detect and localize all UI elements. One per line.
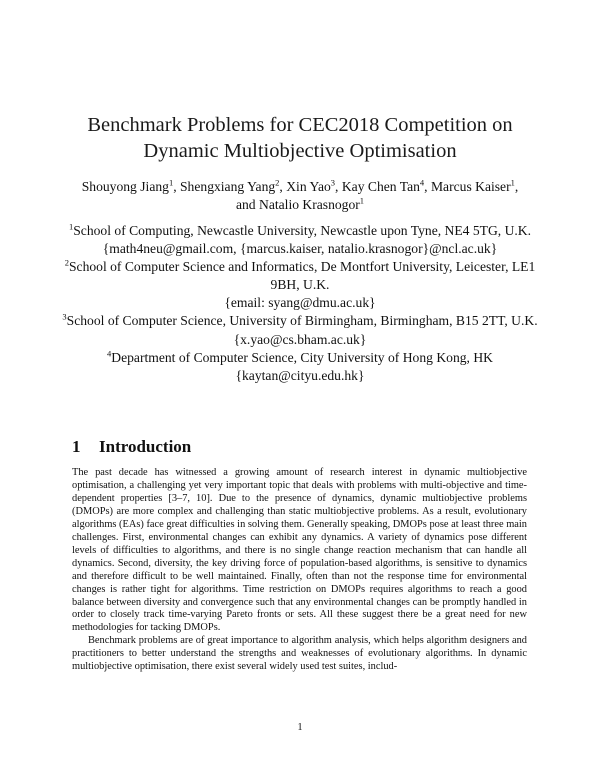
affiliation bbox=[60, 349, 540, 367]
page-number: 1 bbox=[297, 722, 303, 733]
author-name: Natalio Krasnogor bbox=[259, 197, 360, 212]
author-name: Xin Yao bbox=[286, 179, 331, 194]
affiliation-text: School of Computer Science and Informatics, De Montfort University, Leicester, LE1 9BH, U.K. bbox=[68, 259, 536, 293]
paragraph: Benchmark problems are of great importance to algorithm analysis, which helps algorithm designers and practitioners to better understand the strengths and weaknesses of evolutionary algorithms. In dynamic multiobjective optimisation, there exist several widely used test suites, includ- bbox=[72, 635, 527, 673]
affiliation-email: {kaytan@cityu.edu.hk} bbox=[235, 367, 365, 383]
affiliation bbox=[60, 222, 540, 240]
affiliation bbox=[60, 312, 540, 330]
affiliation-mark: 2 bbox=[64, 257, 69, 268]
authors-line-2 bbox=[40, 196, 560, 214]
section-number: 1 bbox=[72, 437, 81, 456]
affiliation-mark: 1 bbox=[68, 221, 74, 232]
affiliation-text: School of Computer Science, University of Birmingham, Birmingham, B15 2TT, U.K. bbox=[66, 313, 538, 329]
paper-title bbox=[60, 112, 540, 164]
affiliation-text: School of Computing, Newcastle University, Newcastle upon Tyne, NE4 5TG, U.K. bbox=[73, 223, 531, 238]
author-name: Kay Chen Tan bbox=[341, 179, 420, 194]
title-line-2: Dynamic Multiobjective Optimisation bbox=[143, 140, 457, 162]
author-affil-mark: 2 bbox=[275, 177, 280, 188]
author-list bbox=[40, 178, 560, 214]
affiliation-list bbox=[60, 222, 540, 385]
author-affil-mark: 4 bbox=[419, 177, 425, 188]
affiliation-mark: 4 bbox=[107, 348, 112, 359]
author-affil-mark: 3 bbox=[330, 177, 336, 188]
author-affil-mark: 1 bbox=[359, 195, 365, 206]
author-conjunction: and bbox=[235, 197, 256, 212]
title-line-1: Benchmark Problems for CEC2018 Competition on bbox=[87, 114, 513, 136]
section-heading bbox=[72, 436, 191, 458]
author-name: Shouyong Jiang bbox=[81, 179, 169, 194]
author-affil-mark: 1 bbox=[510, 177, 515, 188]
affiliation-email: {email: syang@dmu.ac.uk} bbox=[224, 295, 376, 311]
paragraph: The past decade has witnessed a growing amount of research interest in dynamic multiobjective optimisation, a challenging yet very important topic that deals with problems with multi-objective and time-dependent properties [3–7, 10]. Due to the presence of dynamics, dynamic multiobjective problems (DMOPs) are more complex and challenging than static multiobjective problems. As a result, evolutionary algorithms (EAs) face great difficulties in solving them. Generally speaking, DMOPs pose at least three main challenges. First, environmental changes can exhibit any dynamics. A variety of dynamics pose different levels of difficulties to algorithms, and there is no single change reaction mechanism that can handle all dynamics. Second, diversity, the key driving force of population-based algorithms, is sensitive to dynamics and therefore difficult to be well maintained. Finally, often than not the response time for environmental changes is rather tight for algorithms. Time restriction on DMOPs requires algorithms to reach a good balance between diversity and convergence such that any environmental changes can be promptly handled in order to closely track time-varying Pareto fronts or sets. All these suggest there be a great need for new methodologies for tacking DMOPs. bbox=[72, 467, 527, 634]
section-title: Introduction bbox=[99, 437, 192, 456]
affiliation-email: {x.yao@cs.bham.ac.uk} bbox=[233, 331, 367, 347]
body-text bbox=[72, 467, 527, 674]
author-affil-mark: 1 bbox=[168, 177, 174, 188]
author-name: Marcus Kaiser bbox=[430, 179, 511, 194]
authors-line-1: Shouyong Jiang$^1$, Shengxiang Yang$^2$, Xin Yao$^3$, Kay Chen Tan$^4$, Marcus Kaiser$^1$, bbox=[81, 177, 519, 194]
author-name: Shengxiang Yang bbox=[180, 179, 276, 194]
affiliation bbox=[60, 258, 540, 294]
affiliation-text: Department of Computer Science, City University of Hong Kong, HK bbox=[111, 349, 493, 365]
affiliation-mark: 3 bbox=[62, 311, 67, 322]
affiliation-email: {math4neu@gmail.com, {marcus.kaiser, natalio.krasnogor}@ncl.ac.uk} bbox=[102, 241, 498, 257]
